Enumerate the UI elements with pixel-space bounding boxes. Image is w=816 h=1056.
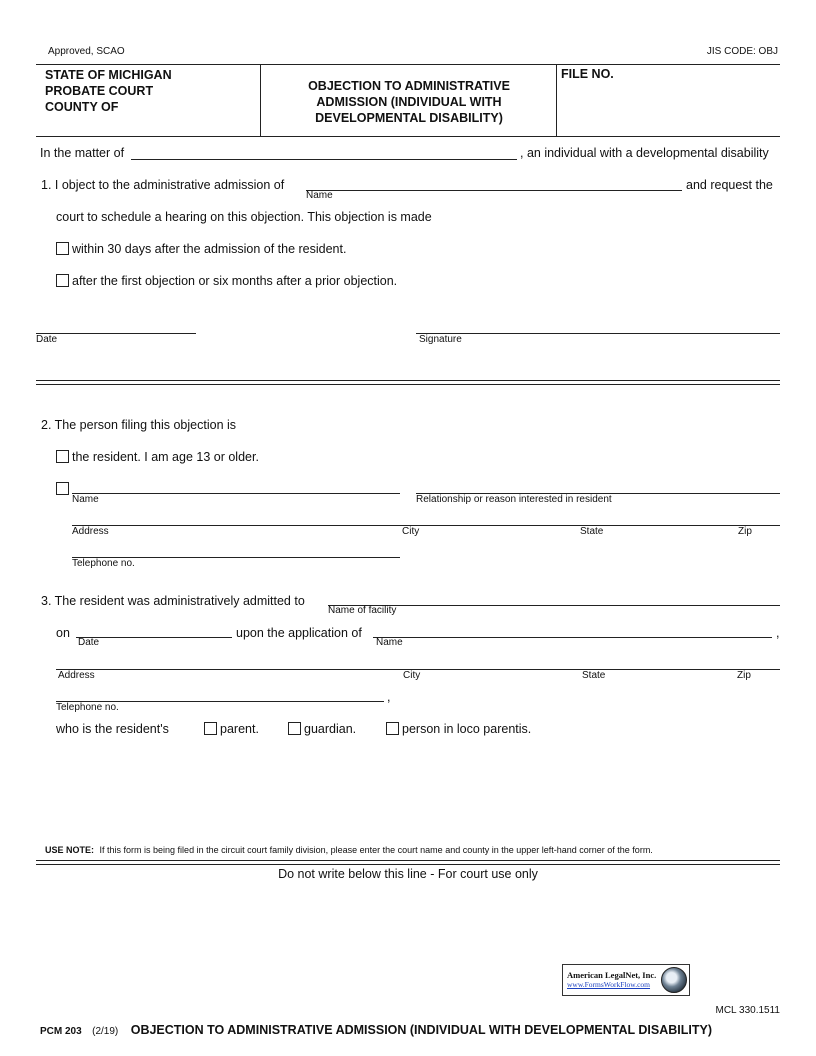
facility-name-label: Name of facility bbox=[328, 605, 397, 616]
filer-zip-label: Zip bbox=[738, 526, 752, 537]
section3-text: 3. The resident was administratively admitted to bbox=[41, 594, 305, 608]
use-note bbox=[45, 845, 653, 855]
applicant-name-label: Name bbox=[376, 637, 403, 648]
applicant-zip-label: Zip bbox=[737, 670, 751, 681]
option-six-months-checkbox[interactable] bbox=[56, 274, 69, 287]
filer-relationship-label: Relationship or reason interested in resident bbox=[416, 494, 612, 505]
form-title-line-2: ADMISSION (INDIVIDUAL WITH bbox=[316, 95, 502, 109]
court-use-only-text: Do not write below this line - For court use only bbox=[278, 867, 538, 881]
date-field[interactable] bbox=[36, 333, 196, 334]
applicant-comma: , bbox=[776, 626, 780, 640]
guardian-checkbox[interactable] bbox=[288, 722, 301, 735]
filer-address-field[interactable] bbox=[72, 525, 780, 526]
filer-state-label: State bbox=[580, 526, 604, 537]
court-county: COUNTY OF bbox=[45, 100, 119, 114]
form-id: PCM 203 bbox=[40, 1026, 82, 1037]
file-no-field[interactable] bbox=[600, 66, 778, 134]
logo-url-link[interactable]: www.FormsWorkFlow.com bbox=[567, 980, 651, 989]
court-state: STATE OF MICHIGAN bbox=[45, 68, 172, 82]
form-title bbox=[262, 78, 556, 126]
header-bottom-rule bbox=[36, 136, 780, 137]
applicant-address-label: Address bbox=[58, 670, 95, 681]
double-rule-top bbox=[36, 380, 780, 381]
filer-city-label: City bbox=[402, 526, 420, 537]
section1-text-b: and request the bbox=[686, 178, 773, 192]
filer-resident-checkbox[interactable] bbox=[56, 450, 69, 463]
mcl-reference: MCL 330.1511 bbox=[715, 1005, 780, 1016]
form-revision: (2/19) bbox=[92, 1026, 119, 1037]
court-block bbox=[45, 67, 172, 115]
matter-suffix: , an individual with a developmental disability bbox=[520, 146, 769, 160]
parent-label: parent. bbox=[220, 722, 259, 736]
filer-name-label: Name bbox=[72, 494, 99, 505]
on-text: on bbox=[56, 626, 70, 640]
signature-field[interactable] bbox=[416, 333, 780, 334]
telephone-comma: , bbox=[387, 690, 391, 704]
section1-text-a: 1. I object to the administrative admission of bbox=[41, 178, 285, 192]
section1-name-field[interactable] bbox=[306, 190, 682, 191]
footer-title: OBJECTION TO ADMINISTRATIVE ADMISSION (INDIVIDUAL WITH DEVELOPMENTAL DISABILITY) bbox=[130, 1023, 712, 1037]
admission-date-label: Date bbox=[78, 637, 100, 648]
loco-parentis-label: person in loco parentis. bbox=[402, 722, 532, 736]
who-is-text: who is the resident's bbox=[56, 722, 169, 736]
applicant-city-label: City bbox=[403, 670, 421, 681]
court-name: PROBATE COURT bbox=[45, 84, 154, 98]
guardian-label: guardian. bbox=[304, 722, 357, 736]
option-six-months-label: after the first objection or six months after a prior objection. bbox=[72, 274, 398, 288]
signature-label: Signature bbox=[419, 334, 462, 345]
footer-line bbox=[40, 1021, 712, 1039]
filer-name-field[interactable] bbox=[72, 493, 400, 494]
date-label: Date bbox=[36, 334, 58, 345]
use-note-text: If this form is being filed in the circuit court family division, please enter the court name and county in the upper left-hand corner of the form. bbox=[99, 845, 653, 855]
header-divider-right bbox=[556, 65, 557, 137]
section1-text-c: court to schedule a hearing on this objection. This objection is made bbox=[56, 210, 432, 224]
use-note-label: USE NOTE: bbox=[45, 845, 95, 855]
matter-name-field[interactable] bbox=[131, 159, 517, 160]
admission-date-field[interactable] bbox=[76, 637, 232, 638]
filer-other-checkbox[interactable] bbox=[56, 482, 69, 495]
globe-icon bbox=[661, 967, 687, 993]
option-30-days-label: within 30 days after the admission of the resident. bbox=[72, 242, 347, 256]
header-top-rule bbox=[36, 64, 780, 65]
form-title-line-1: OBJECTION TO ADMINISTRATIVE bbox=[308, 79, 510, 93]
form-title-line-3: DEVELOPMENTAL DISABILITY) bbox=[315, 111, 503, 125]
logo-company-name: American LegalNet, Inc. bbox=[567, 970, 657, 980]
loco-parentis-checkbox[interactable] bbox=[386, 722, 399, 735]
matter-prefix: In the matter of bbox=[40, 146, 125, 160]
applicant-telephone-label: Telephone no. bbox=[56, 702, 119, 713]
option-30-days-checkbox[interactable] bbox=[56, 242, 69, 255]
court-use-rule-top bbox=[36, 860, 780, 861]
court-use-rule-bottom bbox=[36, 864, 780, 865]
section2-text: 2. The person filing this objection is bbox=[41, 418, 237, 432]
filer-telephone-label: Telephone no. bbox=[72, 558, 135, 569]
upon-text: upon the application of bbox=[236, 626, 362, 640]
approved-text: Approved, SCAO bbox=[48, 46, 125, 57]
jis-code: JIS CODE: OBJ bbox=[706, 46, 778, 57]
legalnet-logo[interactable] bbox=[562, 964, 690, 996]
filer-address-label: Address bbox=[72, 526, 109, 537]
applicant-name-field[interactable] bbox=[373, 637, 772, 638]
applicant-state-label: State bbox=[582, 670, 606, 681]
filer-resident-label: the resident. I am age 13 or older. bbox=[72, 450, 259, 464]
header-divider-left bbox=[260, 65, 261, 137]
parent-checkbox[interactable] bbox=[204, 722, 217, 735]
file-no-label: FILE NO. bbox=[561, 67, 614, 81]
section1-name-label: Name bbox=[306, 190, 333, 201]
double-rule-bottom bbox=[36, 384, 780, 385]
